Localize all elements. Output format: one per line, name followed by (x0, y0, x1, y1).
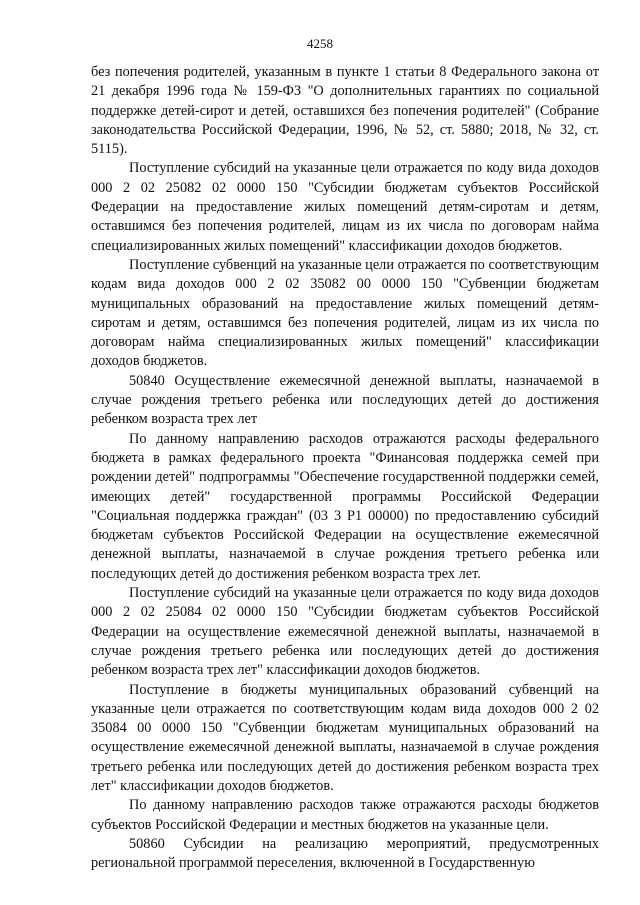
section-heading-50840: 50840 Осуществление ежемесячной денежной выплаты, назначаемой в случае рождения третьего ребенка или последующих детей до достижения ребенком возраста трех лет (91, 372, 599, 428)
section-heading-50860: 50860 Субсидии на реализацию мероприятий, предусмотренных региональной программой переселения, включенной в Государственную (91, 835, 599, 872)
paragraph-expenditure-direction: По данному направлению расходов отражаются расходы федерального бюджета в рамках федерального проекта "Финансовая поддержка семей при рождении детей" подпрограммы "Обеспечение государственной поддержки семей, имеющих детей" государственной программы Российской Федерации "Социальная поддержка граждан" (03 3 P1 00000) по предоставлению субсидий бюджетам субъектов Российской Федерации на осуществление ежемесячной денежной выплаты, назначаемой в случае рождения третьего ребенка или последующих детей до достижения ребенком возраста трех лет. (91, 430, 599, 582)
paragraph-subsidies-receipt: Поступление субсидий на указанные цели отражается по коду вида доходов 000 2 02 25082 02 0000 150 "Субсидии бюджетам субъектов Российской Федерации на предоставление жилых помещений детям-сиротам и детям, оставшимся без попечения родителей, лицам из их числа по договорам найма специализированных жилых помещений" классификации доходов бюджетов. (91, 160, 599, 254)
document-body (91, 63, 599, 873)
paragraph-subventions-receipt: Поступление субвенций на указанные цели отражается по соответствующим кодам вида доходов 000 2 02 35082 00 0000 150 "Субвенции бюджетам муниципальных образований на предоставление жилых помещений детям-сиротам и детям, оставшимся без попечения родителей, лицам из их числа по договорам найма специализированных жилых помещений" классификации доходов бюджетов. (91, 256, 599, 370)
paragraph-subsidies-code: Поступление субсидий на указанные цели отражается по коду вида доходов 000 2 02 25084 02 0000 150 "Субсидии бюджетам субъектов Российской Федерации на осуществление ежемесячной денежной выплаты, назначаемой в случае рождения третьего ребенка или последующих детей до достижения ребенком возраста трех лет" классификации доходов бюджетов. (91, 585, 599, 679)
paragraph-municipal-subventions: Поступление в бюджеты муниципальных образований субвенций на указанные цели отражается по соответствующим кодам вида доходов 000 2 02 35084 00 0000 150 "Субвенции бюджетам муниципальных образований на осуществление ежемесячной денежной выплаты, назначаемой в случае рождения третьего ребенка или последующих детей до достижения ребенком возраста трех лет" классификации доходов бюджетов. (91, 681, 599, 794)
page-number: 4258 (307, 36, 333, 51)
paragraph-also-reflected: По данному направлению расходов также отражаются расходы бюджетов субъектов Российской Федерации и местных бюджетов на указанные цели. (91, 797, 599, 833)
paragraph-continuation: без попечения родителей, указанным в пункте 1 статьи 8 Федерального закона от 21 декабря 1996 года № 159-ФЗ "О дополнительных гарантиях по социальной поддержке детей-сирот и детей, оставшихся без попечения родителей" (Собрание законодательства Российской Федерации, 1996, № 52, ст. 5880; 2018, № 32, ст. 5115). (91, 64, 599, 158)
